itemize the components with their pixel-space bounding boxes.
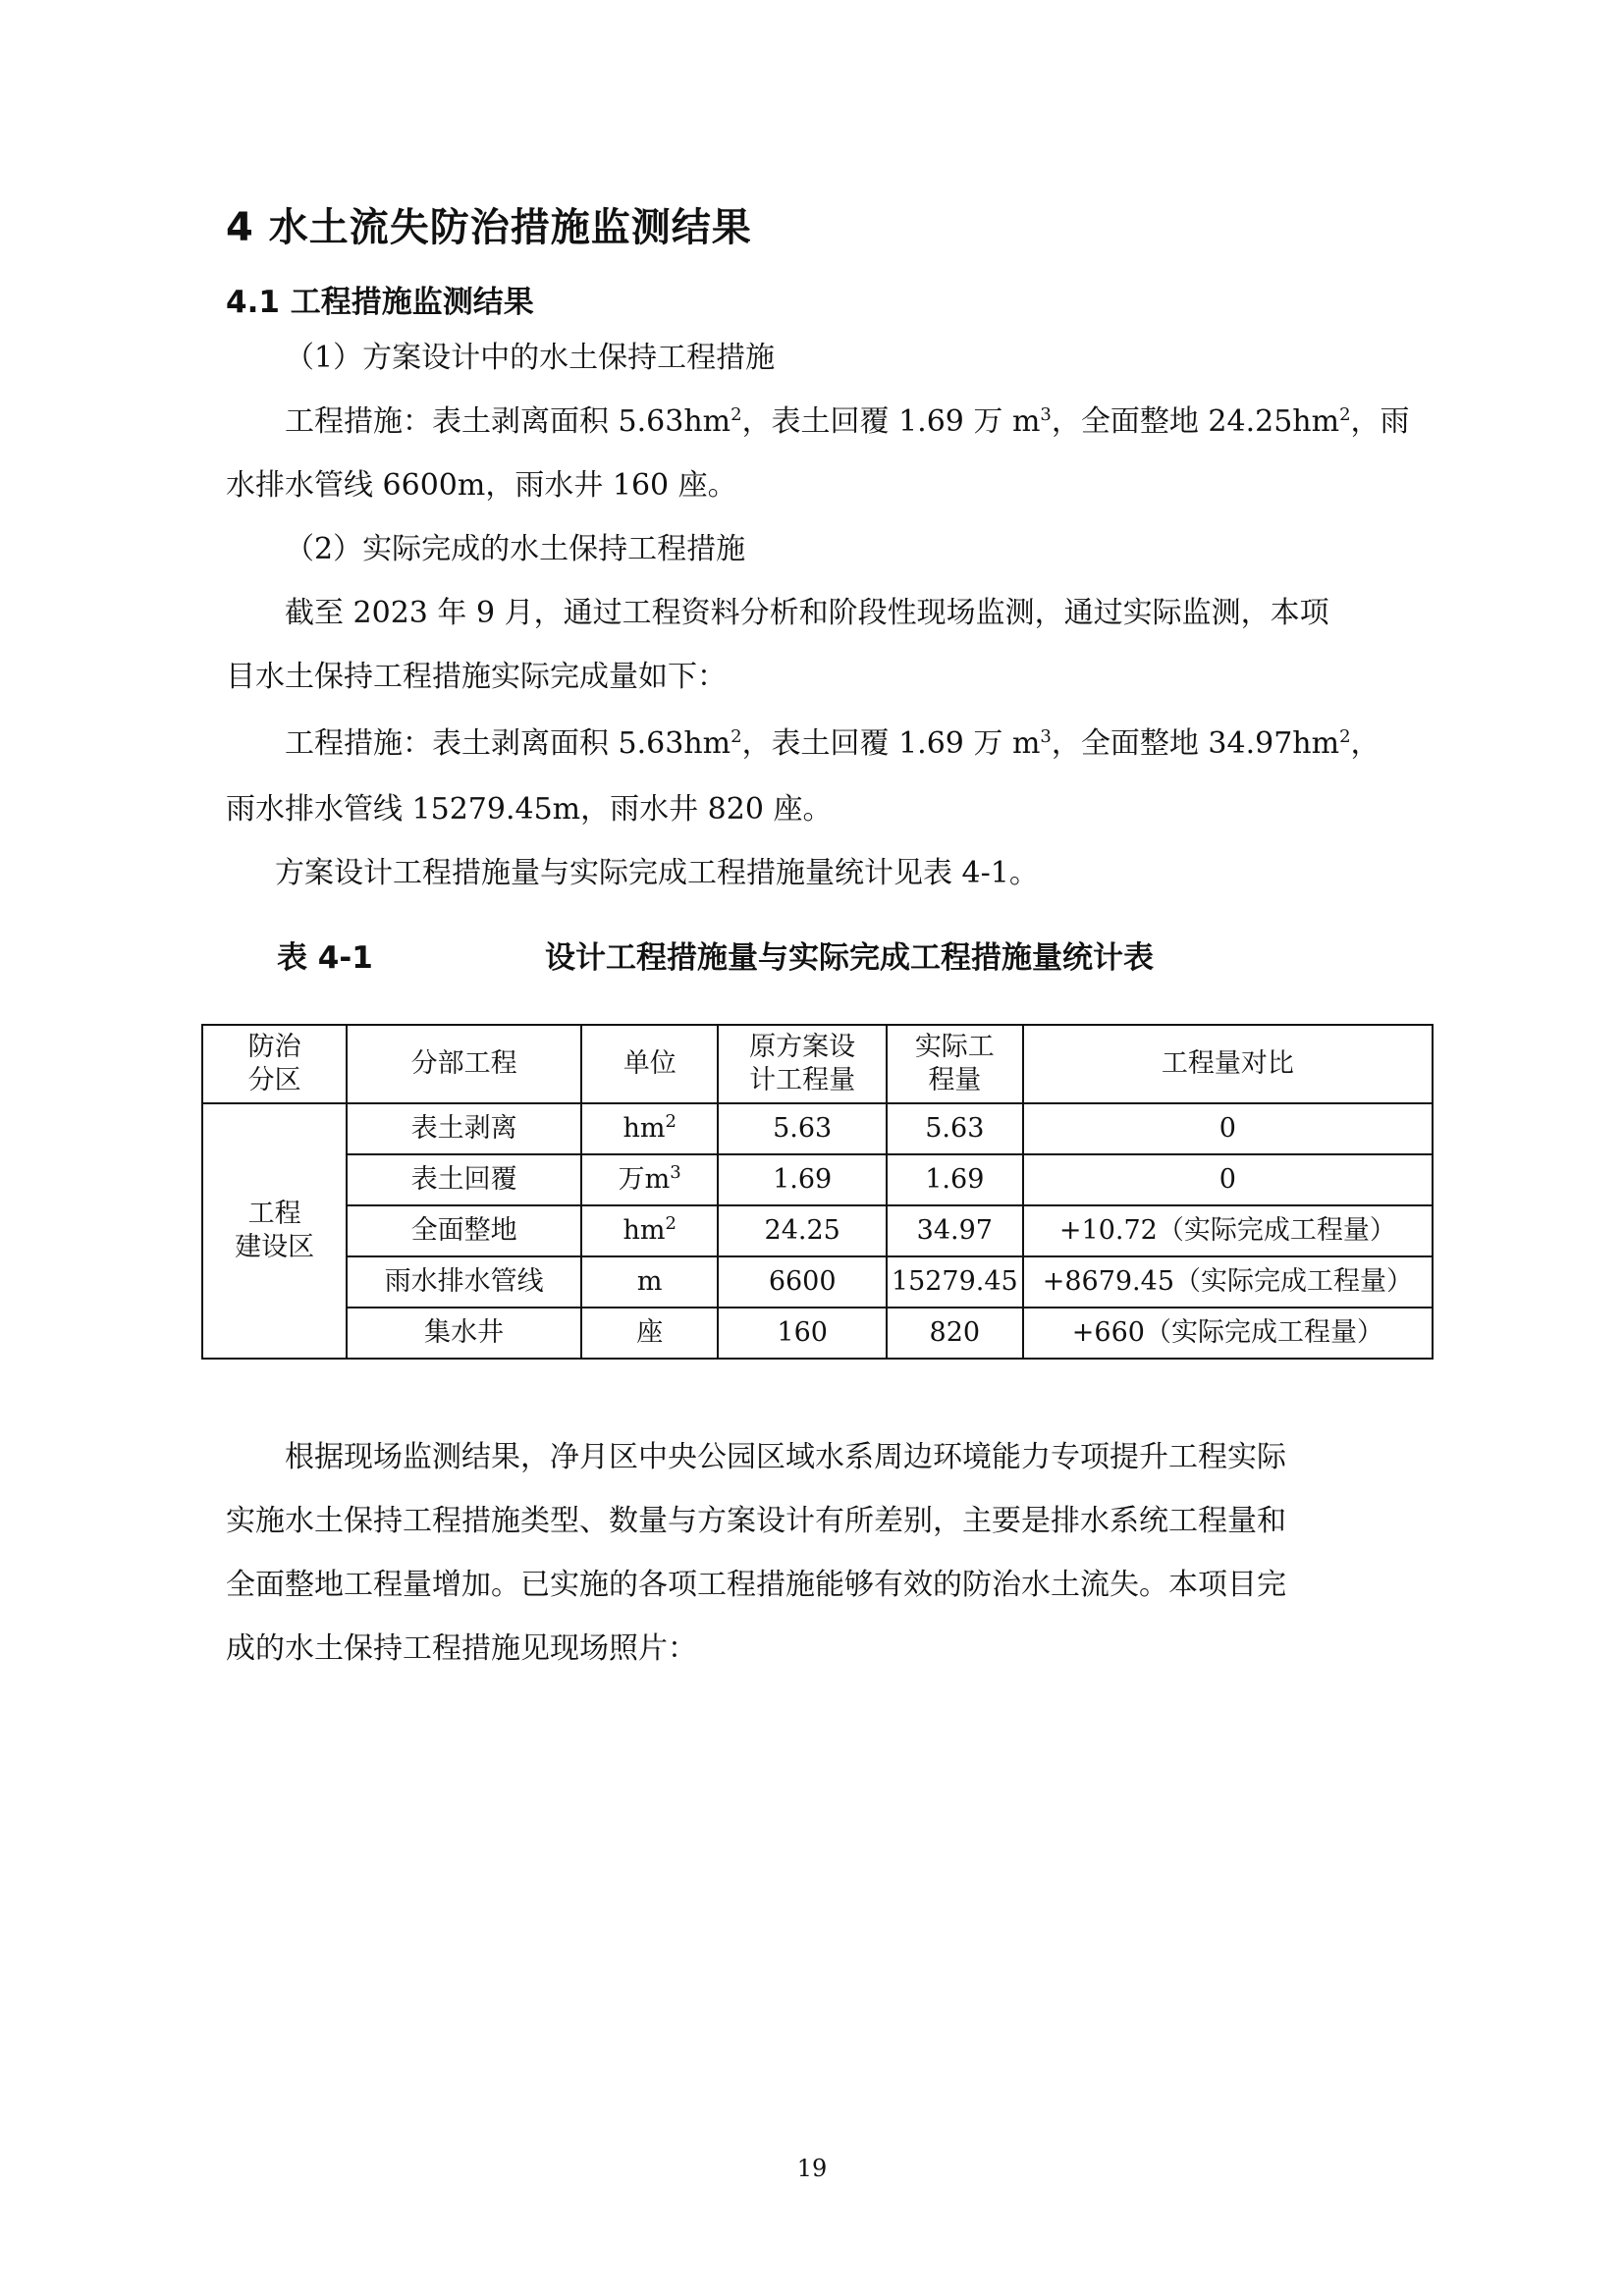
cell-part: 表土剥离 [347, 1103, 581, 1154]
cell-part: 集水井 [347, 1308, 581, 1359]
cell-part: 雨水排水管线 [347, 1256, 581, 1308]
design-subheading: （1）方案设计中的水土保持工程措施 [285, 341, 776, 375]
actual-measures-line-1 [285, 724, 1463, 764]
cell-part: 全面整地 [347, 1205, 581, 1256]
unit-text: 万m [618, 1164, 671, 1195]
header-unit: 单位 [581, 1025, 719, 1103]
cell-design: 6600 [718, 1256, 886, 1308]
text-run: 工程措施：表土剥离面积 5.63hm [285, 404, 731, 439]
table-row [202, 1256, 1433, 1308]
header-compare: 工程量对比 [1023, 1025, 1433, 1103]
header-design-line-2: 计工程量 [749, 1065, 856, 1095]
table-header-row [202, 1025, 1433, 1103]
unit-text: 座 [636, 1317, 664, 1348]
superscript: 3 [1040, 404, 1052, 425]
page-number: 19 [796, 2155, 828, 2182]
header-design [718, 1025, 886, 1103]
cell-design: 5.63 [718, 1103, 886, 1154]
conclusion-line-2: 实施水土保持工程措施类型、数量与方案设计有所差别，主要是排水系统工程量和 [226, 1504, 1286, 1538]
unit-text: hm [623, 1113, 666, 1144]
cell-compare: +8679.45（实际完成工程量） [1023, 1256, 1433, 1308]
conclusion-line-3: 全面整地工程量增加。已实施的各项工程措施能够有效的防治水土流失。本项目完 [226, 1568, 1286, 1602]
cell-compare: +660（实际完成工程量） [1023, 1308, 1433, 1359]
table-row [202, 1308, 1433, 1359]
cell-unit [581, 1103, 719, 1154]
text-run: ， [1350, 726, 1380, 761]
cell-actual: 5.63 [887, 1103, 1023, 1154]
text-run: 工程措施：表土剥离面积 5.63hm [285, 726, 731, 761]
cell-design: 24.25 [718, 1205, 886, 1256]
table-row [202, 1154, 1433, 1205]
header-design-line-1: 原方案设 [749, 1032, 856, 1062]
header-actual-line-1: 实际工 [914, 1032, 995, 1062]
design-measures-line-1 [285, 402, 1463, 442]
table-row [202, 1205, 1433, 1256]
comparison-table [201, 1024, 1434, 1360]
zone-cell [202, 1103, 347, 1359]
cell-compare: +10.72（实际完成工程量） [1023, 1205, 1433, 1256]
text-run: ，表土回覆 1.69 万 m [741, 404, 1041, 439]
unit-sup: 2 [665, 1111, 677, 1132]
superscript: 2 [731, 404, 742, 425]
table-row [202, 1103, 1433, 1154]
design-measures-line-2: 水排水管线 6600m，雨水井 160 座。 [226, 468, 737, 503]
header-zone [202, 1025, 347, 1103]
cell-unit [581, 1256, 719, 1308]
table-caption-number: 表 4-1 [277, 940, 373, 976]
unit-sup: 3 [670, 1162, 681, 1183]
conclusion-line-1: 根据现场监测结果，净月区中央公园区域水系周边环境能力专项提升工程实际 [285, 1440, 1286, 1474]
cell-actual: 34.97 [887, 1205, 1023, 1256]
cell-unit [581, 1154, 719, 1205]
superscript: 3 [1040, 726, 1052, 747]
superscript: 2 [731, 726, 742, 747]
unit-text: m [636, 1266, 663, 1297]
header-zone-line-1: 防治 [247, 1032, 301, 1062]
cell-compare: 0 [1023, 1103, 1433, 1154]
cell-compare: 0 [1023, 1154, 1433, 1205]
section-heading: 4 水土流失防治措施监测结果 [226, 205, 752, 250]
header-zone-line-2: 分区 [247, 1065, 301, 1095]
table-reference: 方案设计工程措施量与实际完成工程措施量统计见表 4-1。 [275, 856, 1039, 890]
header-actual [887, 1025, 1023, 1103]
actual-intro-line-2: 目水土保持工程措施实际完成量如下： [226, 660, 727, 694]
cell-design: 1.69 [718, 1154, 886, 1205]
text-run: ，表土回覆 1.69 万 m [741, 726, 1041, 761]
text-run: ，全面整地 34.97hm [1051, 726, 1340, 761]
text-run: ，雨 [1350, 404, 1410, 439]
unit-text: hm [623, 1215, 666, 1246]
unit-sup: 2 [665, 1213, 677, 1234]
actual-measures-line-2: 雨水排水管线 15279.45m，雨水井 820 座。 [226, 792, 833, 827]
cell-actual: 820 [887, 1308, 1023, 1359]
superscript: 2 [1339, 726, 1351, 747]
zone-line-1: 工程 [247, 1199, 301, 1229]
cell-unit [581, 1205, 719, 1256]
header-actual-line-2: 程量 [928, 1065, 982, 1095]
cell-actual: 1.69 [887, 1154, 1023, 1205]
cell-part: 表土回覆 [347, 1154, 581, 1205]
cell-unit [581, 1308, 719, 1359]
header-part: 分部工程 [347, 1025, 581, 1103]
table-caption-title: 设计工程措施量与实际完成工程措施量统计表 [545, 940, 1154, 976]
subsection-heading: 4.1 工程措施监测结果 [226, 285, 534, 320]
actual-intro-line-1: 截至 2023 年 9 月，通过工程资料分析和阶段性现场监测，通过实际监测，本项 [285, 596, 1329, 630]
superscript: 2 [1339, 404, 1351, 425]
cell-design: 160 [718, 1308, 886, 1359]
text-run: ，全面整地 24.25hm [1051, 404, 1340, 439]
conclusion-line-4: 成的水土保持工程措施见现场照片： [226, 1631, 697, 1666]
cell-actual: 15279.45 [887, 1256, 1023, 1308]
actual-subheading: （2）实际完成的水土保持工程措施 [285, 532, 746, 566]
zone-line-2: 建设区 [235, 1232, 315, 1262]
